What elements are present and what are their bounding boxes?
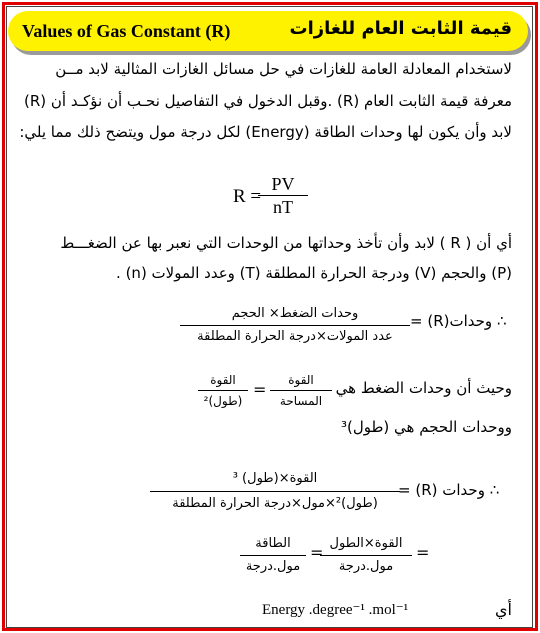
units-eq3-b-numerator: الطاقة: [255, 536, 291, 551]
intro-line-2: معرفة قيمة الثابت العام (R) .وقبل الدخول في التفاصيل نحـب أن نؤكـد أن (R): [23, 92, 512, 110]
pressure-units-text: وحيث أن وحدات الضغط هي: [335, 379, 512, 397]
formula-denominator: nT: [273, 197, 293, 217]
units-eq2-numerator: القوة×(طول) ³: [232, 471, 318, 486]
pressure-a-denominator: المساحة: [279, 394, 323, 408]
units-eq1-fraction: [180, 303, 410, 348]
header-banner: [8, 11, 528, 51]
pressure-b-denominator: (طول)²: [203, 394, 243, 408]
final-arabic-label: أي: [495, 600, 512, 619]
explanation-line-2: (P) والحجم (V) ودرجة الحرارة المطلقة (T) وعدد المولات (n) .: [116, 264, 512, 282]
final-units-english: Energy .degree⁻¹ .mol⁻¹: [262, 602, 409, 618]
units-eq1-numerator: وحدات الضغط× الحجم: [231, 306, 359, 321]
formula-lhs: R =: [233, 186, 262, 207]
units-eq3-b-denominator: مول.درجة: [245, 559, 301, 574]
formula-numerator: PV: [271, 174, 295, 194]
units-eq3-a-denominator: مول.درجة: [338, 559, 394, 574]
units-eq2-fraction: [150, 467, 400, 516]
formula-fraction: [258, 173, 308, 218]
intro-line-3: لابد وأن يكون لها وحدات الطاقة (Energy) لكل درجة مول ويتضح ذلك مما يلي:: [19, 123, 512, 141]
units-eq3-fraction-a: [320, 533, 412, 578]
header-title-english: Values of Gas Constant (R): [22, 21, 231, 41]
units-eq1-denominator: عدد المولات×درجة الحرارة المطلقة: [197, 329, 393, 344]
pressure-equals: =: [253, 380, 267, 399]
units-eq3-mid-equals: =: [310, 543, 324, 562]
intro-line-1: لاستخدام المعادلة العامة للغازات في حل مسائل الغازات المثالية لابد مــن: [55, 60, 512, 78]
pressure-fraction-b: [198, 370, 248, 411]
header-title-arabic: قيمة الثابت العام للغازات: [289, 18, 512, 39]
explanation-line-1: أي أن ( R ) لابد وأن تأخذ وحداتها من الوحدات التي نعبر بها عن الضغـــط: [60, 234, 512, 252]
units-eq2-denominator: (طول)²×مول×درجة الحرارة المطلقة: [172, 496, 378, 511]
units-eq3-left-equals: =: [416, 543, 430, 562]
pressure-a-numerator: القوة: [288, 373, 314, 387]
pressure-b-numerator: القوة: [210, 373, 236, 387]
units-eq2-label: ∴ وحدات (R) =: [398, 481, 500, 499]
units-eq3-fraction-b: [240, 533, 306, 578]
volume-units-text: ووحدات الحجم هي (طول)³: [340, 418, 512, 436]
units-eq3-a-numerator: القوة×الطول: [329, 536, 403, 551]
pressure-fraction-a: [270, 370, 332, 411]
units-eq1-label: ∴ وحدات(R) =: [410, 312, 507, 330]
